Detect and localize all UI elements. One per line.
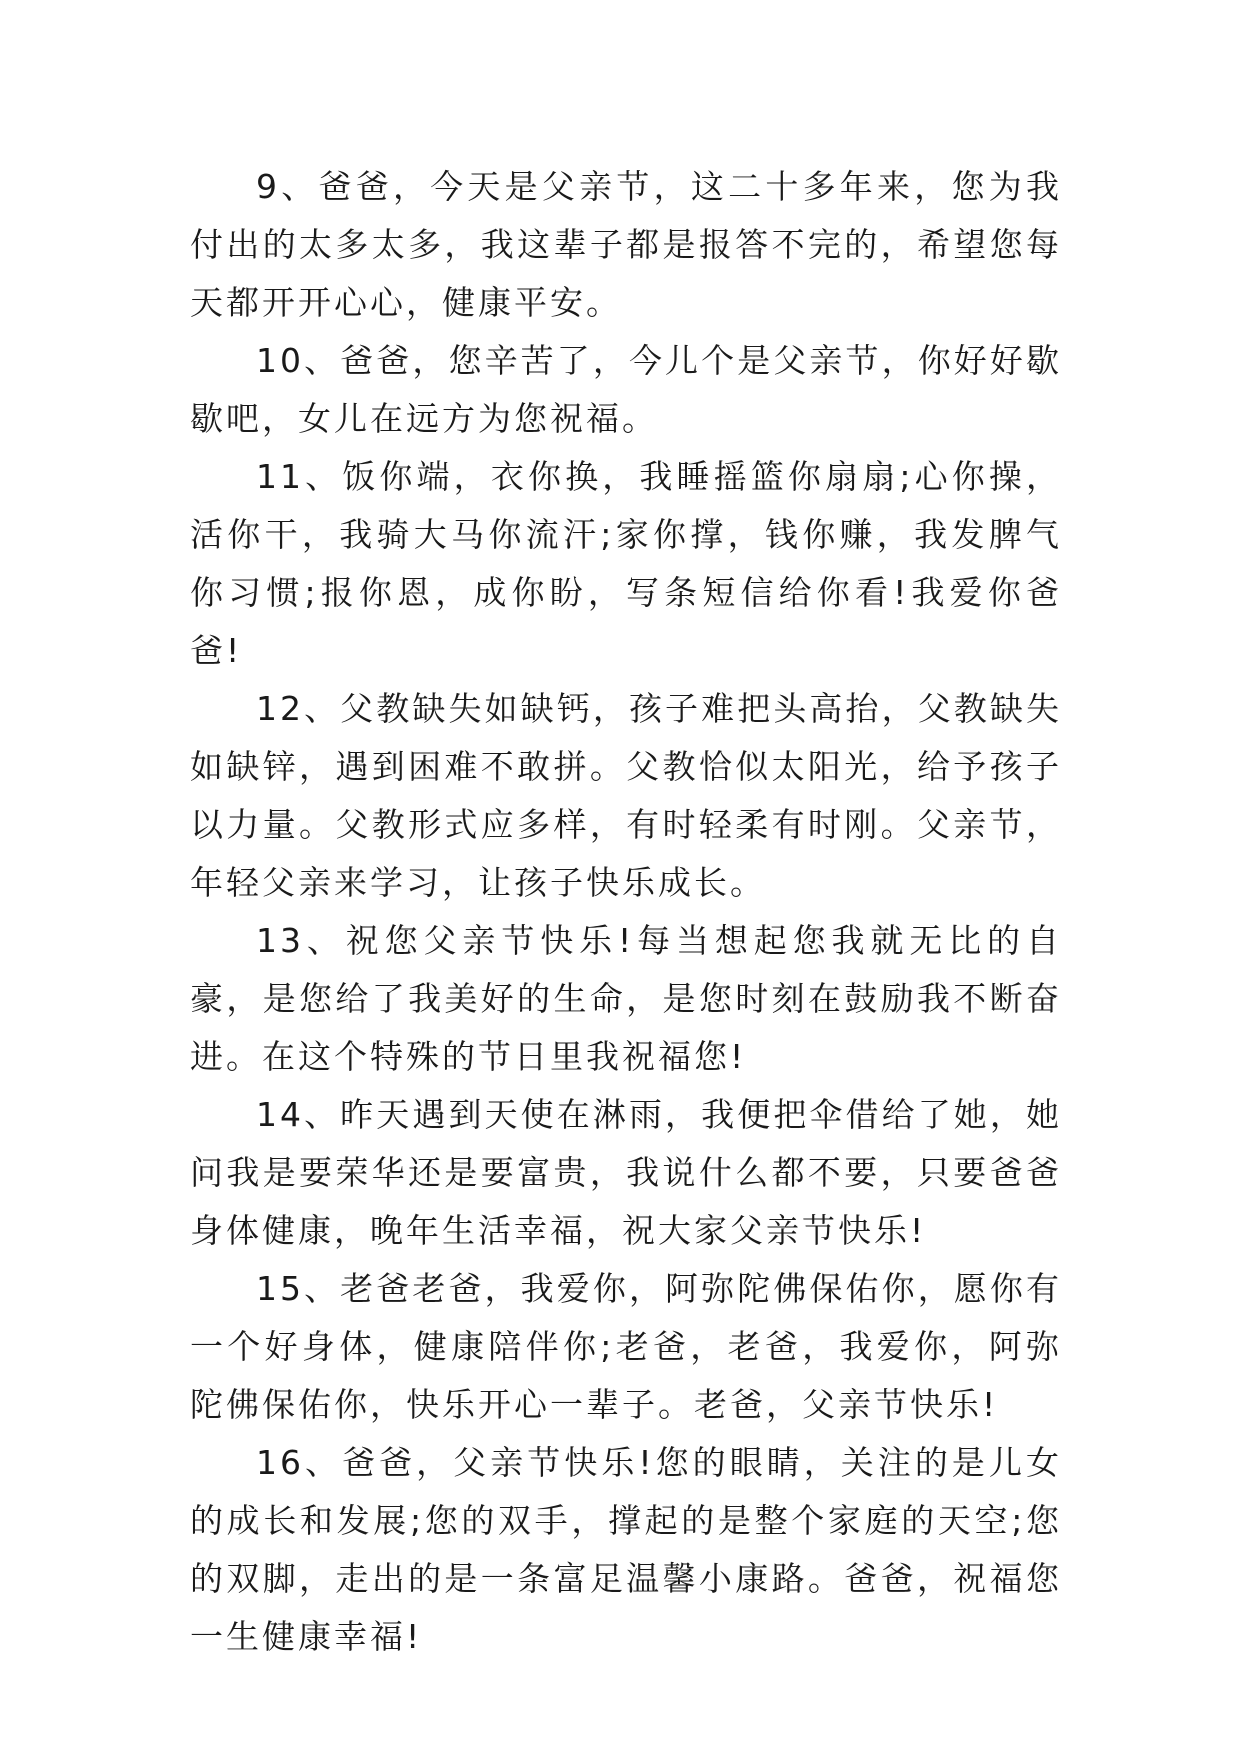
paragraph-9: 9、爸爸，今天是父亲节，这二十多年来，您为我付出的太多太多，我这辈子都是报答不完的，希望您每天都开开心心，健康平安。 [190, 167, 1062, 322]
paragraph-15: 15、老爸老爸，我爱你，阿弥陀佛保佑你，愿你有一个好身体，健康陪伴你;老爸，老爸，我爱你，阿弥陀佛保佑你，快乐开心一辈子。老爸，父亲节快乐! [190, 1269, 1062, 1424]
paragraph-11: 11、饭你端，衣你换，我睡摇篮你扇扇;心你操，活你干，我骑大马你流汗;家你撑，钱你赚，我发脾气你习惯;报你恩，成你盼，写条短信给你看!我爱你爸爸! [190, 457, 1062, 670]
paragraph-16: 16、爸爸，父亲节快乐!您的眼睛，关注的是儿女的成长和发展;您的双手，撑起的是整个家庭的天空;您的双脚，走出的是一条富足温馨小康路。爸爸，祝福您一生健康幸福! [190, 1443, 1062, 1656]
paragraph-10: 10、爸爸，您辛苦了，今儿个是父亲节，你好好歇歇吧，女儿在远方为您祝福。 [190, 341, 1062, 438]
paragraph-12: 12、父教缺失如缺钙，孩子难把头高抬，父教缺失如缺锌，遇到困难不敢拼。父教恰似太阳光，给予孩子以力量。父教形式应多样，有时轻柔有时刚。父亲节，年轻父亲来学习，让孩子快乐成长。 [190, 689, 1062, 902]
document-body [190, 158, 1062, 1666]
paragraph-13: 13、祝您父亲节快乐!每当想起您我就无比的自豪，是您给了我美好的生命，是您时刻在鼓励我不断奋进。在这个特殊的节日里我祝福您! [190, 921, 1062, 1076]
paragraph-14: 14、昨天遇到天使在淋雨，我便把伞借给了她，她问我是要荣华还是要富贵，我说什么都不要，只要爸爸身体健康，晚年生活幸福，祝大家父亲节快乐! [190, 1095, 1062, 1250]
